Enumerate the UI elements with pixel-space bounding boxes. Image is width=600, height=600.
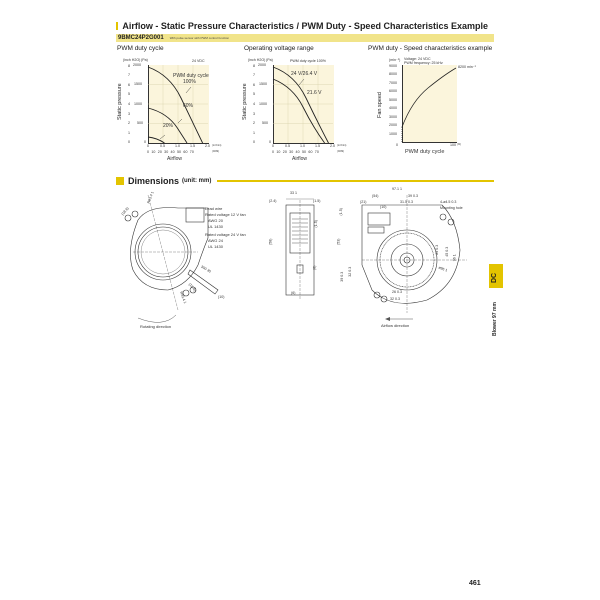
y-axis-label: Fan speed	[377, 92, 383, 118]
x-tick: 2.0	[330, 144, 335, 148]
x-tick: 1.0	[175, 144, 180, 148]
dim-label: 32 0.3	[348, 266, 353, 277]
x-tick: 0.5	[285, 144, 290, 148]
airflow-arrow-icon	[385, 316, 415, 322]
y-unit-label: (inch H2O)	[248, 58, 266, 62]
dim-label: (6)	[291, 291, 296, 295]
dim-label: 33 1	[290, 191, 297, 195]
y-tick-inch: 3	[253, 112, 255, 116]
chart-title-pwm: PWM duty cycle	[117, 45, 164, 52]
x-ticks-cfm: 0 10 20 30 40 50 60 70	[147, 150, 194, 154]
dim-label: 97.1 1	[392, 187, 402, 191]
x-tick: 100	[450, 143, 456, 147]
note-line: Rated voltage 12 V fan	[205, 212, 246, 217]
dim-label: 26 0.3	[392, 290, 402, 294]
end-label: 8200 min⁻¹	[458, 65, 476, 69]
y-tick: 5000	[389, 98, 397, 102]
x-tick: 0	[396, 143, 398, 147]
model-bar	[116, 34, 494, 42]
y-tick-inch: 1	[253, 131, 255, 135]
y-tick-inch: 4	[253, 102, 255, 106]
dim-label: R93.4 1	[179, 290, 188, 305]
dim-label: R93.4 1	[146, 190, 155, 205]
x-unit: (%)	[457, 143, 461, 146]
dim-label: (53)	[336, 238, 341, 245]
dim-label: (1.5)	[313, 199, 321, 203]
y-unit-label: (inch H2O)	[123, 58, 141, 62]
section-title: Airflow - Static Pressure Characteristics / PWM Duty - Speed Characteristics Example	[122, 21, 488, 31]
chart-curves	[402, 65, 456, 142]
dim-label: 32 0.3	[390, 297, 400, 301]
chart-title-voltage: Operating voltage range	[244, 45, 314, 52]
x-tick: 2.0	[205, 144, 210, 148]
series-label-60: 60%	[183, 103, 194, 109]
chart-title-speed: PWM duty - Speed characteristics example	[368, 45, 493, 52]
x-unit: (m³/min)	[337, 144, 347, 147]
dim-label: 45 0.3	[445, 246, 450, 257]
y-unit-label: (Pa)	[266, 58, 273, 62]
dim-label: (10)	[380, 205, 387, 209]
section-title: Dimensions	[128, 176, 180, 186]
y-tick: 8000	[389, 72, 397, 76]
note-line: Rated voltage 24 V fan	[205, 232, 246, 237]
y-axis-label: Static pressure	[242, 83, 248, 120]
y-tick-inch: 8	[253, 64, 255, 68]
dim-label: Mounting hole	[440, 206, 463, 210]
dim-label: 39 0.3	[408, 194, 418, 198]
dim-label: (2.4)	[269, 199, 277, 203]
y-unit-label: (Pa)	[141, 58, 148, 62]
dim-label: (54)	[372, 194, 379, 198]
y-tick: 4000	[389, 106, 397, 110]
side-view-drawing	[280, 195, 330, 305]
dim-label: (10)	[218, 295, 225, 299]
y-tick-inch: 2	[253, 121, 255, 125]
dim-label: 39 0.3	[340, 271, 345, 282]
model-note: With pulse sensor with PWM control function	[169, 36, 230, 40]
dim-label: (18.6)	[120, 206, 130, 217]
y-tick-inch: 2	[128, 121, 130, 125]
y-tick-inch: 6	[253, 83, 255, 87]
chart-annotation: Voltage: 24 VDC	[404, 57, 431, 61]
section-unit: (unit: mm)	[182, 178, 212, 184]
note-line: AWG 20	[208, 218, 223, 223]
airflow-direction-label: Airflow direction	[381, 323, 410, 328]
dim-label: 4-ø4.5 0.3	[440, 200, 457, 204]
y-tick-inch: 7	[128, 73, 130, 77]
x-tick: 0	[272, 144, 274, 148]
dim-label: 300 30	[200, 264, 212, 274]
dim-label: (8)	[312, 265, 317, 270]
x-unit: (m³/min)	[212, 144, 222, 147]
category-tab	[489, 264, 503, 288]
y-tick-inch: 0	[128, 140, 130, 144]
dim-label: (58)	[268, 238, 273, 245]
y-tick-inch: 7	[253, 73, 255, 77]
y-tick: 1000	[134, 102, 142, 106]
y-tick-inch: 6	[128, 83, 130, 87]
model-code: 9BMC24P2G001	[118, 35, 164, 41]
y-tick-inch: 4	[128, 102, 130, 106]
rotating-direction-label: Rotating direction	[140, 324, 172, 329]
y-tick: 2000	[133, 63, 141, 67]
y-tick-inch: 0	[253, 140, 255, 144]
y-tick: 0	[144, 140, 146, 144]
x-tick: 1.0	[300, 144, 305, 148]
series-label-21v: 21.6 V	[307, 90, 322, 96]
dim-label: (1.5)	[338, 208, 343, 216]
y-tick: 3000	[389, 115, 397, 119]
note-line: UL 1430	[208, 244, 223, 249]
x-axis-label: Airflow	[292, 156, 308, 162]
y-tick: 500	[137, 121, 143, 125]
dim-label: ø96 1	[437, 265, 448, 273]
section-header-characteristics	[116, 21, 494, 31]
y-tick: 1500	[259, 82, 267, 86]
dim-label: 29 0.3	[435, 244, 440, 255]
chart-annotation: PWM frequency: 25 kHz	[404, 61, 443, 65]
dim-label: (1.5)	[313, 220, 318, 228]
y-axis-label: Static pressure	[117, 83, 123, 120]
series-label-24v: 24 V/26.4 V	[291, 71, 318, 77]
chart-annotation: PWM duty cycle 100%	[290, 59, 326, 63]
y-tick: 0	[269, 140, 271, 144]
y-tick: 7000	[389, 81, 397, 85]
dim-label: 96 1	[452, 254, 457, 262]
y-tick: 6000	[389, 89, 397, 93]
y-tick-inch: 3	[128, 112, 130, 116]
x-tick: 0	[147, 144, 149, 148]
section-header-dimensions	[116, 176, 494, 186]
y-tick: 500	[262, 121, 268, 125]
x-axis-label: PWM duty cycle	[405, 149, 445, 155]
y-tick: 1000	[389, 132, 397, 136]
y-tick: 2000	[258, 63, 266, 67]
section-rule	[217, 180, 494, 182]
x-tick: 0.5	[160, 144, 165, 148]
y-tick: 2000	[389, 123, 397, 127]
section-marker-icon	[116, 22, 118, 30]
y-unit-label: (min⁻¹)	[389, 58, 401, 62]
product-series-label: Blower 97 mm	[492, 302, 498, 336]
y-tick-inch: 5	[128, 92, 130, 96]
dim-label: (21)	[360, 200, 367, 204]
y-tick: 1500	[134, 82, 142, 86]
series-label-100: 100%	[183, 79, 196, 85]
dim-label: 31.5 0.3	[400, 200, 413, 204]
category-label: DC	[491, 272, 498, 283]
chart-annotation: 24 VDC	[192, 59, 205, 63]
y-tick: 1000	[259, 102, 267, 106]
section-marker-icon	[116, 177, 124, 185]
dim-label: (18.6)	[187, 282, 197, 293]
y-tick-inch: 1	[128, 131, 130, 135]
x-tick: 1.5	[190, 144, 195, 148]
y-tick-inch: 5	[253, 92, 255, 96]
x-tick: 1.5	[315, 144, 320, 148]
y-tick: 9000	[389, 64, 397, 68]
page-number: 461	[469, 580, 481, 587]
note-line: AWG 24	[208, 238, 223, 243]
legend-title: PWM duty cycle	[173, 73, 209, 79]
x-axis-label: Airflow	[167, 156, 183, 162]
note-line: UL 1430	[208, 224, 223, 229]
x-unit: (CFM)	[337, 150, 345, 153]
series-label-20: 20%	[163, 123, 174, 129]
y-tick-inch: 8	[128, 64, 130, 68]
x-ticks-cfm: 0 10 20 30 40 50 60 70	[272, 150, 319, 154]
note-line: Lead wire	[205, 206, 223, 211]
x-unit: (CFM)	[212, 150, 220, 153]
